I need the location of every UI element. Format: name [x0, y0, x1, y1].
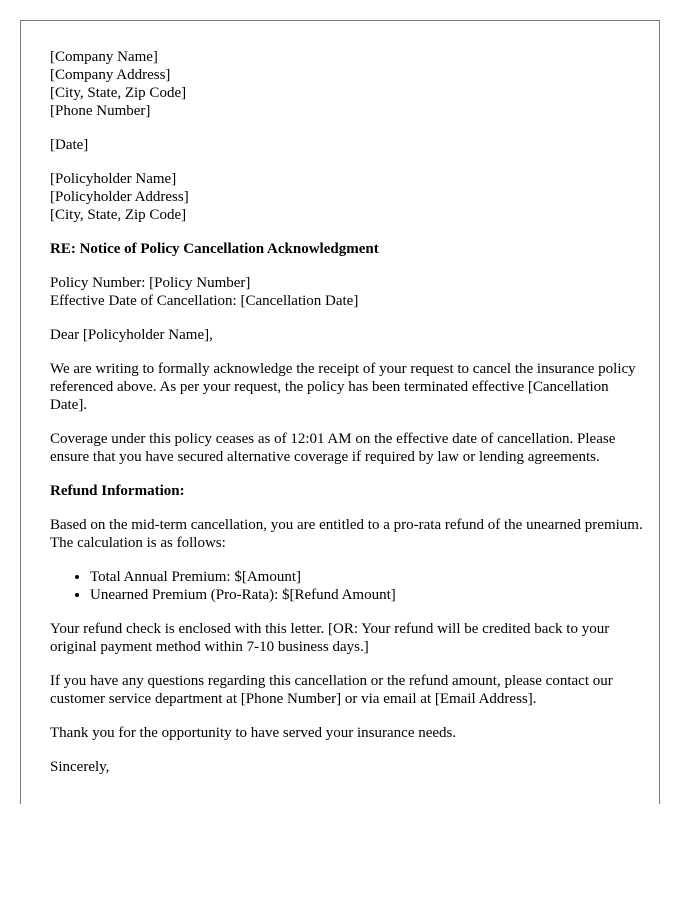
letter-page — [20, 20, 660, 804]
subject-block — [50, 240, 645, 258]
sender-city-state-zip: [City, State, Zip Code] — [50, 85, 187, 101]
refund-list — [50, 568, 645, 604]
refund-list-item: • Total Annual Premium: $[Amount] — [90, 568, 645, 586]
questions-paragraph: If you have any questions regarding this cancellation or the refund amount, please contact our customer service department at [Phone Number] or via email at [Email Address]. — [50, 673, 613, 707]
policy-info-block — [50, 274, 645, 310]
sender-address-block — [50, 48, 645, 120]
letter-content — [50, 48, 645, 792]
coverage-paragraph: Coverage under this policy ceases as of 12:01 AM on the effective date of cancellation. Please ensure that you have secured alternative coverage if required by law or lending agreements. — [50, 431, 616, 465]
acknowledgment-paragraph: We are writing to formally acknowledge the receipt of your request to cancel the insurance policy referenced above. As per your request, the policy has been terminated effective [Cancellation Date]. — [50, 361, 636, 413]
refund-intro-paragraph: Based on the mid-term cancellation, you are entitled to a pro-rata refund of the unearned premium. The calculation is as follows: — [50, 517, 643, 551]
recipient-name: [Policyholder Name] — [50, 171, 177, 187]
sender-company-name: [Company Name] — [50, 49, 158, 65]
policy-number: Policy Number: [Policy Number] — [50, 275, 251, 291]
sender-phone: [Phone Number] — [50, 103, 151, 119]
subject-line: RE: Notice of Policy Cancellation Acknowledgment — [50, 241, 379, 257]
refund-heading: Refund Information: — [50, 483, 185, 499]
refund-list-item: • Unearned Premium (Pro-Rata): $[Refund Amount] — [90, 586, 645, 604]
sender-company-address: [Company Address] — [50, 67, 171, 83]
thank-you-paragraph: Thank you for the opportunity to have served your insurance needs. — [50, 725, 457, 741]
refund-method-paragraph: Your refund check is enclosed with this letter. [OR: Your refund will be credited back to your original payment method within 7-10 business days.] — [50, 621, 610, 655]
recipient-address: [Policyholder Address] — [50, 189, 189, 205]
recipient-city-state-zip: [City, State, Zip Code] — [50, 207, 187, 223]
letter-date-block — [50, 136, 645, 154]
salutation: Dear [Policyholder Name], — [50, 327, 213, 343]
effective-date: Effective Date of Cancellation: [Cancellation Date] — [50, 293, 359, 309]
recipient-address-block — [50, 170, 645, 224]
letter-date: [Date] — [50, 137, 89, 153]
closing: Sincerely, — [50, 759, 110, 775]
